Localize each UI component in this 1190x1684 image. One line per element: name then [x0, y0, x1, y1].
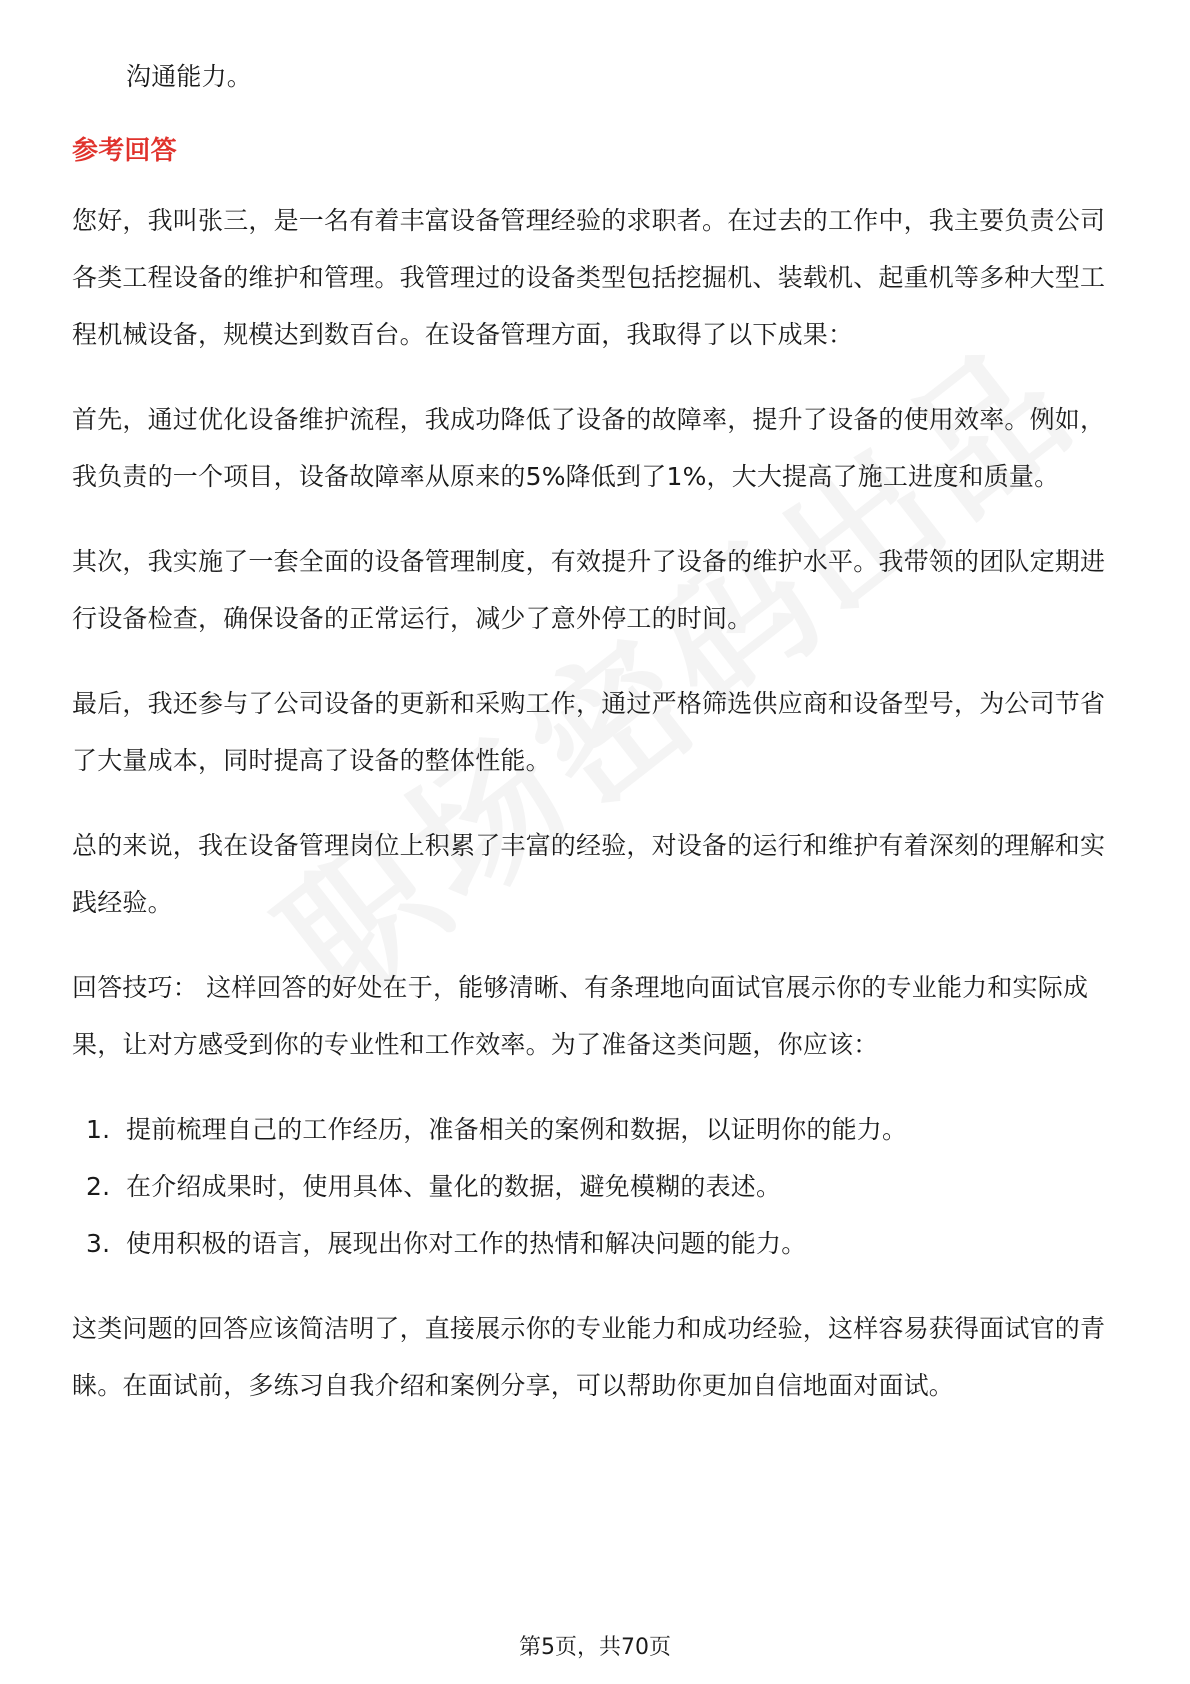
list-item-text: 在介绍成果时，使用具体、量化的数据，避免模糊的表述。: [126, 1172, 782, 1201]
list-item-text: 使用积极的语言，展现出你对工作的热情和解决问题的能力。: [126, 1229, 807, 1258]
section-heading: 参考回答: [72, 136, 177, 166]
page-content: [72, 48, 1118, 1442]
list-item-number: 2.: [86, 1172, 111, 1201]
paragraph-second: 其次，我实施了一套全面的设备管理制度，有效提升了设备的维护水平。我带领的团队定期进行设备检查，确保设备的正常运行，减少了意外停工的时间。: [72, 547, 1106, 633]
paragraph-last: 最后，我还参与了公司设备的更新和采购工作，通过严格筛选供应商和设备型号，为公司节省了大量成本，同时提高了设备的整体性能。: [72, 689, 1106, 775]
paragraph-first: 首先，通过优化设备维护流程，我成功降低了设备的故障率，提升了设备的使用效率。例如，我负责的一个项目，设备故障率从原来的5%降低到了1%，大大提高了施工进度和质量。: [72, 405, 1106, 491]
list-item: [72, 1215, 1118, 1272]
paragraph-intro: 您好，我叫张三，是一名有着丰富设备管理经验的求职者。在过去的工作中，我主要负责公司各类工程设备的维护和管理。我管理过的设备类型包括挖掘机、装载机、起重机等多种大型工程机械设备，规模达到数百台。在设备管理方面，我取得了以下成果：: [72, 206, 1106, 349]
paragraph-conclusion: 这类问题的回答应该简洁明了，直接展示你的专业能力和成功经验，这样容易获得面试官的青睐。在面试前，多练习自我介绍和案例分享，可以帮助你更加自信地面对面试。: [72, 1314, 1106, 1400]
paragraph-summary: 总的来说，我在设备管理岗位上积累了丰富的经验，对设备的运行和维护有着深刻的理解和实践经验。: [72, 831, 1106, 917]
list-item-number: 3.: [86, 1229, 111, 1258]
tips-list: [72, 1101, 1118, 1272]
intro-tail-text: 沟通能力。: [126, 62, 253, 91]
list-item-text: 提前梳理自己的工作经历，准备相关的案例和数据，以证明你的能力。: [126, 1115, 908, 1144]
paragraph-tips-intro: 回答技巧： 这样回答的好处在于，能够清晰、有条理地向面试官展示你的专业能力和实际成果，让对方感受到你的专业性和工作效率。为了准备这类问题，你应该：: [72, 973, 1089, 1059]
list-item-number: 1.: [86, 1115, 111, 1144]
page-number-footer: 第5页，共70页: [519, 1635, 671, 1660]
list-item: [72, 1101, 1118, 1158]
list-item: [72, 1158, 1118, 1215]
